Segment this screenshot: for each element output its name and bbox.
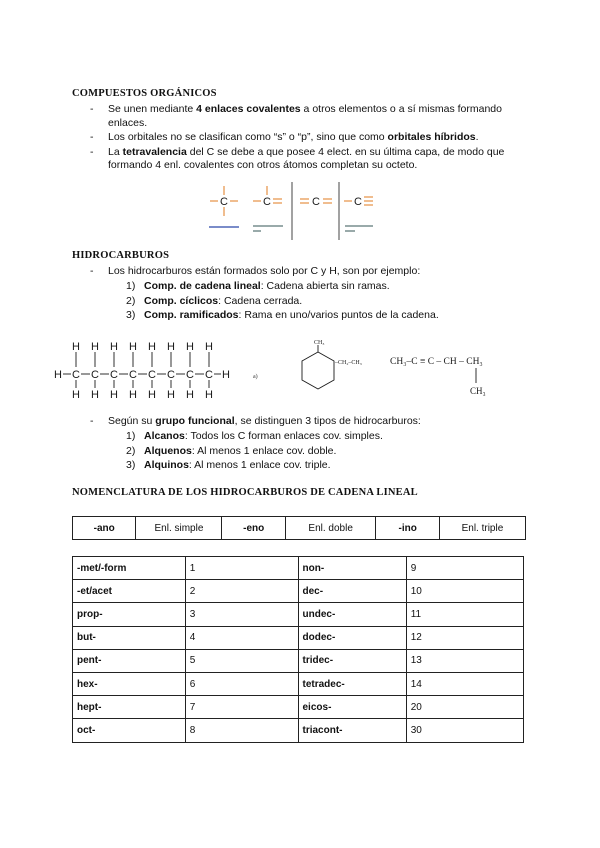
cyclic-structure bbox=[248, 336, 368, 406]
chain-carbon: C bbox=[72, 369, 80, 381]
number-cell: 20 bbox=[406, 696, 523, 719]
section-title-nomenclature: NOMENCLATURA DE LOS HIDROCARBUROS DE CADENA LINEAL bbox=[72, 487, 418, 498]
table-row bbox=[73, 626, 524, 649]
bond-triple bbox=[344, 196, 373, 208]
branched-main-chain: CH₃–C ≡ C – CH – CH₃ bbox=[390, 357, 483, 367]
number-cell: 11 bbox=[406, 603, 523, 626]
number-cell: 8 bbox=[185, 719, 298, 742]
hydro-types-list bbox=[126, 279, 546, 323]
type-linear: 1) Comp. de cadena lineal: Cadena abierta sin ramas. bbox=[126, 280, 390, 292]
group-alkynes: 3) Alquinos: Al menos 1 enlace cov. triple. bbox=[126, 459, 331, 471]
chain-h-top: H bbox=[167, 341, 175, 353]
bullet-functional-group: - Según su grupo funcional, se distinguen 3 tipos de hidrocarburos: bbox=[90, 415, 540, 429]
number-cell: 5 bbox=[185, 649, 298, 672]
branched-methyl: CH₃ bbox=[470, 386, 486, 396]
chain-carbon: C bbox=[167, 369, 175, 381]
prefix-cell: but- bbox=[73, 626, 186, 649]
number-cell: 4 bbox=[185, 626, 298, 649]
svg-text:C: C bbox=[220, 196, 228, 208]
svg-text:C: C bbox=[312, 196, 320, 208]
bond-cell: Enl. triple bbox=[439, 517, 525, 540]
cyclic-label: a) bbox=[253, 374, 258, 380]
prefix-cell: undec- bbox=[298, 603, 406, 626]
number-cell: 9 bbox=[406, 557, 523, 580]
prefix-cell: pent- bbox=[73, 649, 186, 672]
hexagon-ring bbox=[302, 352, 334, 389]
prefix-cell: dodec- bbox=[298, 626, 406, 649]
prefix-cell: non- bbox=[298, 557, 406, 580]
carbon-bonds-figure bbox=[203, 180, 387, 242]
chain-h-bottom: H bbox=[72, 389, 80, 401]
prefix-cell: hex- bbox=[73, 672, 186, 695]
number-cell: 6 bbox=[185, 672, 298, 695]
number-cell: 3 bbox=[185, 603, 298, 626]
chain-carbon: C bbox=[205, 369, 213, 381]
bond-single bbox=[210, 186, 238, 216]
suffix-table bbox=[72, 516, 526, 540]
group-alkanes: 1) Alcanos: Todos los C forman enlaces cov. simples. bbox=[126, 430, 383, 442]
prefix-cell: eicos- bbox=[298, 696, 406, 719]
number-cell: 10 bbox=[406, 580, 523, 603]
prefix-cell: triacont- bbox=[298, 719, 406, 742]
number-cell: 13 bbox=[406, 649, 523, 672]
cyclic-substituent-2: –CH₂–CH₃ bbox=[335, 360, 362, 366]
bullet-tetravalence: - La tetravalencia del C se debe a que posee 4 elect. en su última capa, de modo que formando 4 enl. covalentes con otros átomos completan su octeto. bbox=[90, 146, 540, 173]
chain-h-bottom: H bbox=[205, 389, 213, 401]
chain-h-top: H bbox=[205, 341, 213, 353]
prefix-cell: tetradec- bbox=[298, 672, 406, 695]
chain-carbon: C bbox=[186, 369, 194, 381]
bullet-covalent: - Se unen mediante 4 enlaces covalentes a otros elementos o a sí mismas formando enlaces. bbox=[90, 103, 540, 130]
table-row bbox=[73, 649, 524, 672]
number-cell: 30 bbox=[406, 719, 523, 742]
type-branched: 3) Comp. ramificados: Rama en uno/varios puntos de la cadena. bbox=[126, 309, 439, 321]
group-alkenes: 2) Alquenos: Al menos 1 enlace cov. doble. bbox=[126, 444, 337, 457]
prefix-cell: prop- bbox=[73, 603, 186, 626]
prefix-cell: tridec- bbox=[298, 649, 406, 672]
svg-text:C: C bbox=[263, 196, 271, 208]
bond-double-double bbox=[300, 196, 332, 208]
chain-h-top: H bbox=[91, 341, 99, 353]
prefix-cell: dec- bbox=[298, 580, 406, 603]
table-row bbox=[73, 719, 524, 742]
number-cell: 12 bbox=[406, 626, 523, 649]
bullet-orbitals: - Los orbitales no se clasifican como “s” o “p”, sino que como orbitales híbridos. bbox=[90, 131, 540, 145]
chain-h-top: H bbox=[148, 341, 156, 353]
bond-double bbox=[253, 186, 282, 208]
number-cell: 2 bbox=[185, 580, 298, 603]
chain-h-bottom: H bbox=[110, 389, 118, 401]
chain-h-right: H bbox=[222, 369, 230, 381]
bullet-hydrocarbons: - Los hidrocarburos están formados solo por C y H, son por ejemplo: bbox=[90, 265, 540, 279]
chain-h-top: H bbox=[129, 341, 137, 353]
chain-carbon: C bbox=[148, 369, 156, 381]
chain-h-bottom: H bbox=[186, 389, 194, 401]
chain-h-bottom: H bbox=[91, 389, 99, 401]
table-row bbox=[73, 603, 524, 626]
chain-carbon: C bbox=[91, 369, 99, 381]
svg-text:C: C bbox=[354, 196, 362, 208]
chain-h-top: H bbox=[186, 341, 194, 353]
chain-h-top: H bbox=[110, 341, 118, 353]
section-title-hydrocarbons: HIDROCARBUROS bbox=[72, 250, 170, 261]
chain-carbon: C bbox=[129, 369, 137, 381]
organic-bullets bbox=[90, 103, 540, 174]
chain-h-bottom: H bbox=[167, 389, 175, 401]
chain-carbon: C bbox=[110, 369, 118, 381]
hydro-bullets-2 bbox=[90, 415, 540, 430]
section-title-organic: COMPUESTOS ORGÁNICOS bbox=[72, 88, 217, 99]
prefix-cell: hept- bbox=[73, 696, 186, 719]
chain-h-bottom: H bbox=[129, 389, 137, 401]
table-row bbox=[73, 580, 524, 603]
hydro-groups-list bbox=[126, 429, 546, 473]
hydro-bullets-1 bbox=[90, 265, 540, 280]
table-row bbox=[73, 517, 526, 540]
chain-h-left: H bbox=[54, 369, 62, 381]
suffix-cell: -ino bbox=[376, 517, 439, 540]
prefix-table bbox=[72, 556, 524, 743]
type-cyclic: 2) Comp. cíclicos: Cadena cerrada. bbox=[126, 294, 303, 307]
table-row bbox=[73, 696, 524, 719]
number-cell: 14 bbox=[406, 672, 523, 695]
chain-h-top: H bbox=[72, 341, 80, 353]
number-cell: 7 bbox=[185, 696, 298, 719]
table-row bbox=[73, 672, 524, 695]
prefix-cell: -met/-form bbox=[73, 557, 186, 580]
table-row bbox=[73, 557, 524, 580]
linear-chain-structure bbox=[52, 336, 238, 406]
suffix-cell: -ano bbox=[73, 517, 136, 540]
branched-structure bbox=[388, 350, 528, 400]
bond-cell: Enl. simple bbox=[136, 517, 222, 540]
number-cell: 1 bbox=[185, 557, 298, 580]
prefix-cell: oct- bbox=[73, 719, 186, 742]
suffix-cell: -eno bbox=[222, 517, 285, 540]
chain-h-bottom: H bbox=[148, 389, 156, 401]
bond-cell: Enl. doble bbox=[285, 517, 376, 540]
cyclic-substituent-1: CH₃ bbox=[314, 340, 325, 346]
prefix-cell: -et/acet bbox=[73, 580, 186, 603]
